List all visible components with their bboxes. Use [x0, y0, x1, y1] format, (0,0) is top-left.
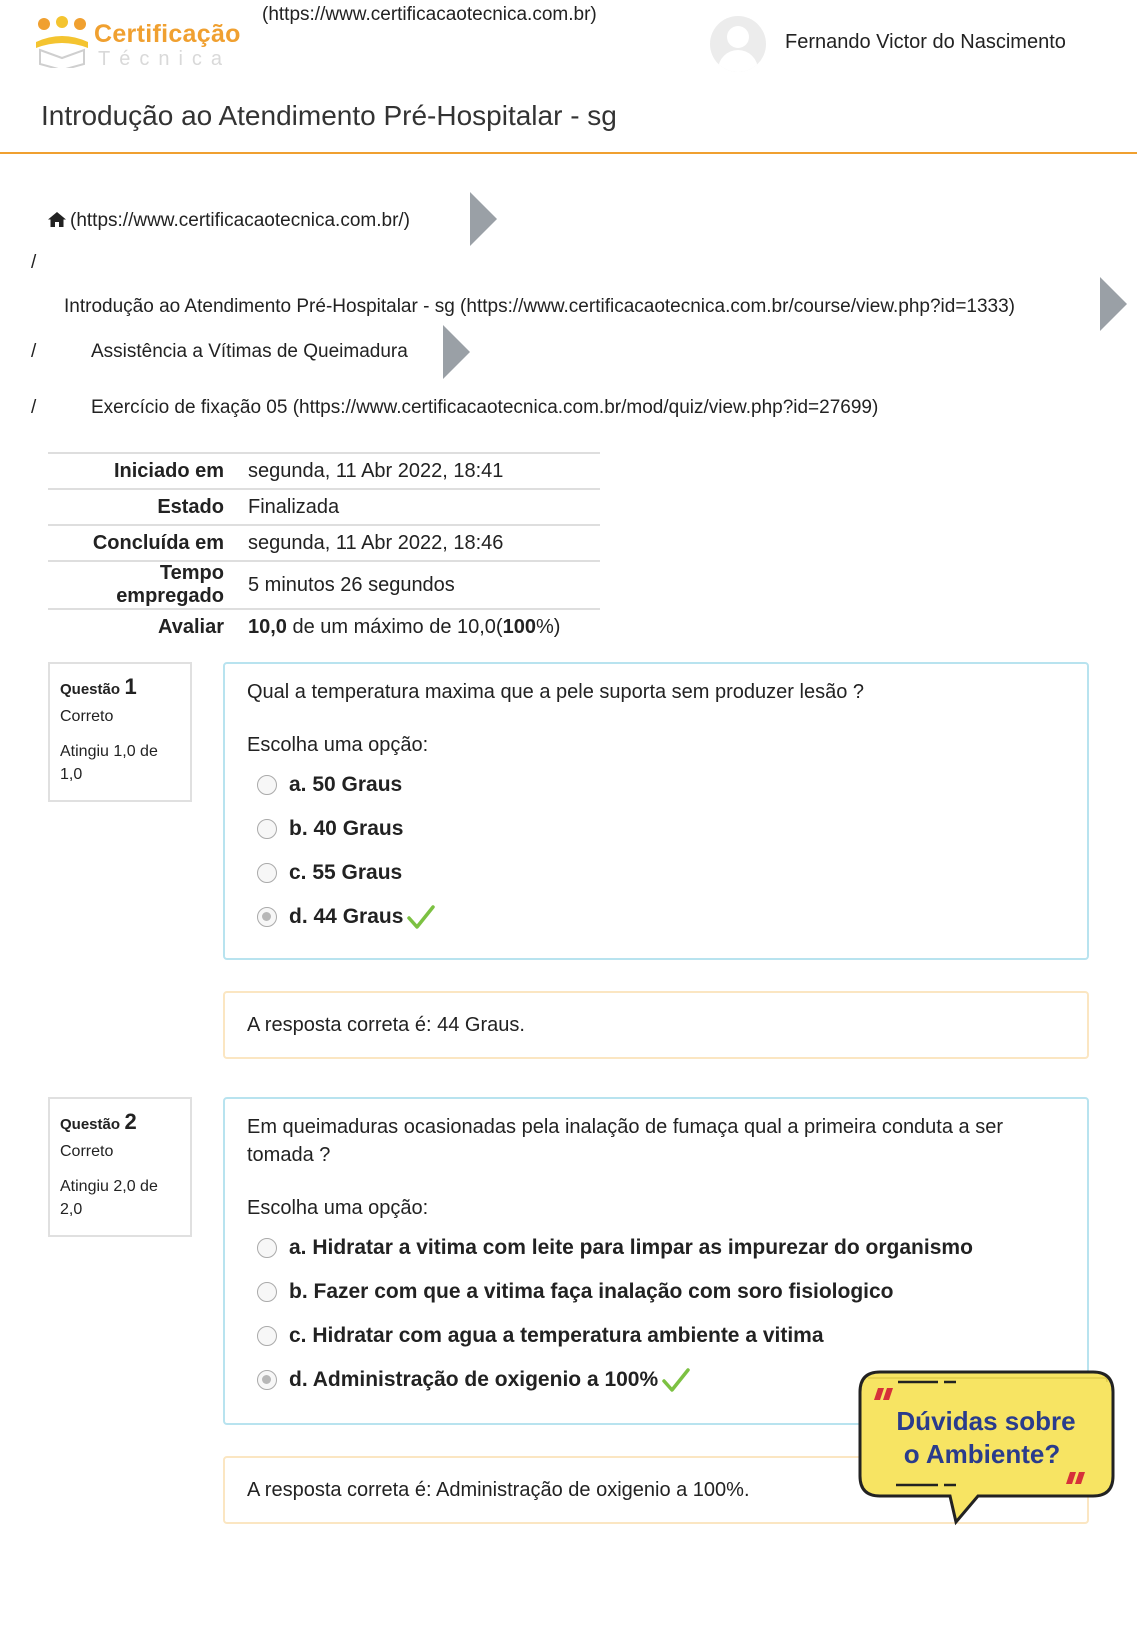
summary-grade-value	[244, 609, 600, 645]
radio-icon[interactable]	[257, 775, 277, 795]
radio-icon[interactable]	[257, 863, 277, 883]
answer-option[interactable]	[247, 851, 1067, 895]
answer-option[interactable]	[247, 1270, 1067, 1314]
summary-label: Tempo empregado	[116, 562, 224, 607]
question-state: Correto	[60, 708, 114, 725]
user-avatar-icon[interactable]	[710, 16, 766, 72]
help-bubble-line1: Dúvidas sobre	[896, 1406, 1076, 1436]
answer-feedback: A resposta correta é: 44 Graus.	[223, 991, 1089, 1059]
option-label: c. 55 Graus	[289, 861, 403, 884]
title-divider	[0, 152, 1137, 154]
answer-options	[247, 763, 1067, 939]
breadcrumb-home-link[interactable]	[48, 210, 410, 232]
grade-end: %)	[535, 616, 561, 638]
summary-label: Concluída em	[92, 531, 224, 554]
option-label: a. Hidratar a vitima com leite para limpar as impurezar do organismo	[289, 1236, 973, 1259]
breadcrumb-separator: /	[31, 397, 37, 418]
radio-icon[interactable]	[257, 1326, 277, 1346]
question-label: Questão	[60, 681, 121, 698]
answer-option[interactable]	[247, 1226, 1067, 1270]
checkmark-icon	[662, 1367, 690, 1393]
radio-icon[interactable]	[257, 907, 277, 927]
option-label: b. Fazer com que a vitima faça inalação com soro fisiologico	[289, 1280, 894, 1303]
site-url-link[interactable]: (https://www.certificacaotecnica.com.br)	[262, 4, 597, 25]
question-grade: Atingiu 1,0 de 1,0	[60, 743, 158, 783]
breadcrumb-separator: /	[31, 252, 37, 273]
summary-label: Avaliar	[158, 616, 224, 638]
checkmark-icon	[407, 904, 435, 930]
question-text: Em queimaduras ocasionadas pela inalação de fumaça qual a primeira conduta a ser tomada ?	[247, 1116, 1004, 1166]
question-number: 1	[124, 674, 137, 699]
grade-percent: 100	[502, 616, 536, 638]
option-label: b. 40 Graus	[289, 817, 404, 840]
help-bubble-line2: o Ambiente?	[903, 1439, 1061, 1469]
logo-subtext: Técnica	[98, 48, 232, 70]
question-label: Questão	[60, 1116, 121, 1133]
page-title: Introdução ao Atendimento Pré-Hospitalar - sg	[41, 100, 617, 131]
summary-label: Estado	[157, 495, 224, 518]
question-content	[223, 662, 1089, 960]
question-number: 2	[124, 1109, 137, 1134]
home-icon	[48, 212, 66, 227]
option-label: d. Administração de oxigenio a 100%	[289, 1368, 659, 1391]
summary-value: segunda, 11 Abr 2022, 18:41	[248, 459, 504, 482]
radio-icon[interactable]	[257, 1370, 277, 1390]
attempt-summary-table	[48, 452, 600, 645]
answer-option[interactable]	[247, 763, 1067, 807]
question-grade: Atingiu 2,0 de 2,0	[60, 1178, 158, 1218]
breadcrumb-arrow-icon	[470, 192, 497, 246]
option-label: c. Hidratar com agua a temperatura ambiente a vitima	[289, 1324, 824, 1347]
summary-row	[48, 489, 600, 525]
breadcrumb-course-link[interactable]: Introdução ao Atendimento Pré-Hospitalar - sg (https://www.certificacaotecnica.com.br/course/view.php?id=1333)	[64, 296, 1016, 317]
breadcrumb-quiz-link[interactable]: Exercício de fixação 05 (https://www.certificacaotecnica.com.br/mod/quiz/view.php?id=27699)	[91, 397, 879, 418]
breadcrumb-section-link[interactable]: Assistência a Vítimas de Queimadura	[91, 341, 408, 362]
option-label: d. 44 Graus	[289, 905, 404, 928]
summary-value: segunda, 11 Abr 2022, 18:46	[248, 531, 504, 554]
summary-value: 5 minutos 26 segundos	[248, 573, 455, 596]
summary-row	[48, 609, 600, 645]
grade-score: 10,0	[248, 616, 287, 638]
user-name[interactable]: Fernando Victor do Nascimento	[785, 31, 1066, 53]
radio-icon[interactable]	[257, 1282, 277, 1302]
question-state: Correto	[60, 1143, 114, 1160]
question-info	[48, 1097, 192, 1237]
option-label: a. 50 Graus	[289, 773, 403, 796]
breadcrumb-separator: /	[31, 341, 37, 362]
summary-row	[48, 453, 600, 489]
answer-option[interactable]	[247, 807, 1067, 851]
summary-row	[48, 525, 600, 561]
question-text: Qual a temperatura maxima que a pele suporta sem produzer lesão ?	[247, 681, 865, 703]
breadcrumb-arrow-icon	[443, 325, 470, 379]
breadcrumb-arrow-icon	[1100, 277, 1127, 331]
logo-people-icon	[34, 12, 90, 68]
question-info	[48, 662, 192, 802]
help-bubble-button[interactable]	[858, 1370, 1115, 1528]
choice-prompt: Escolha uma opção:	[247, 734, 429, 756]
site-logo[interactable]	[34, 8, 254, 70]
breadcrumb-home-label: (https://www.certificacaotecnica.com.br/)	[70, 210, 410, 231]
radio-icon[interactable]	[257, 1238, 277, 1258]
summary-row	[48, 561, 600, 609]
choice-prompt: Escolha uma opção:	[247, 1197, 429, 1219]
answer-feedback: A resposta correta é: Administração de oxigenio a 100%.	[223, 1456, 1089, 1524]
radio-icon[interactable]	[257, 819, 277, 839]
summary-label: Iniciado em	[113, 459, 224, 482]
answer-option-selected[interactable]	[247, 895, 1067, 939]
summary-value: Finalizada	[248, 495, 340, 518]
answer-option[interactable]	[247, 1314, 1067, 1358]
grade-max: de um máximo de 10,0(	[286, 616, 503, 638]
logo-text: Certificação	[94, 20, 241, 48]
